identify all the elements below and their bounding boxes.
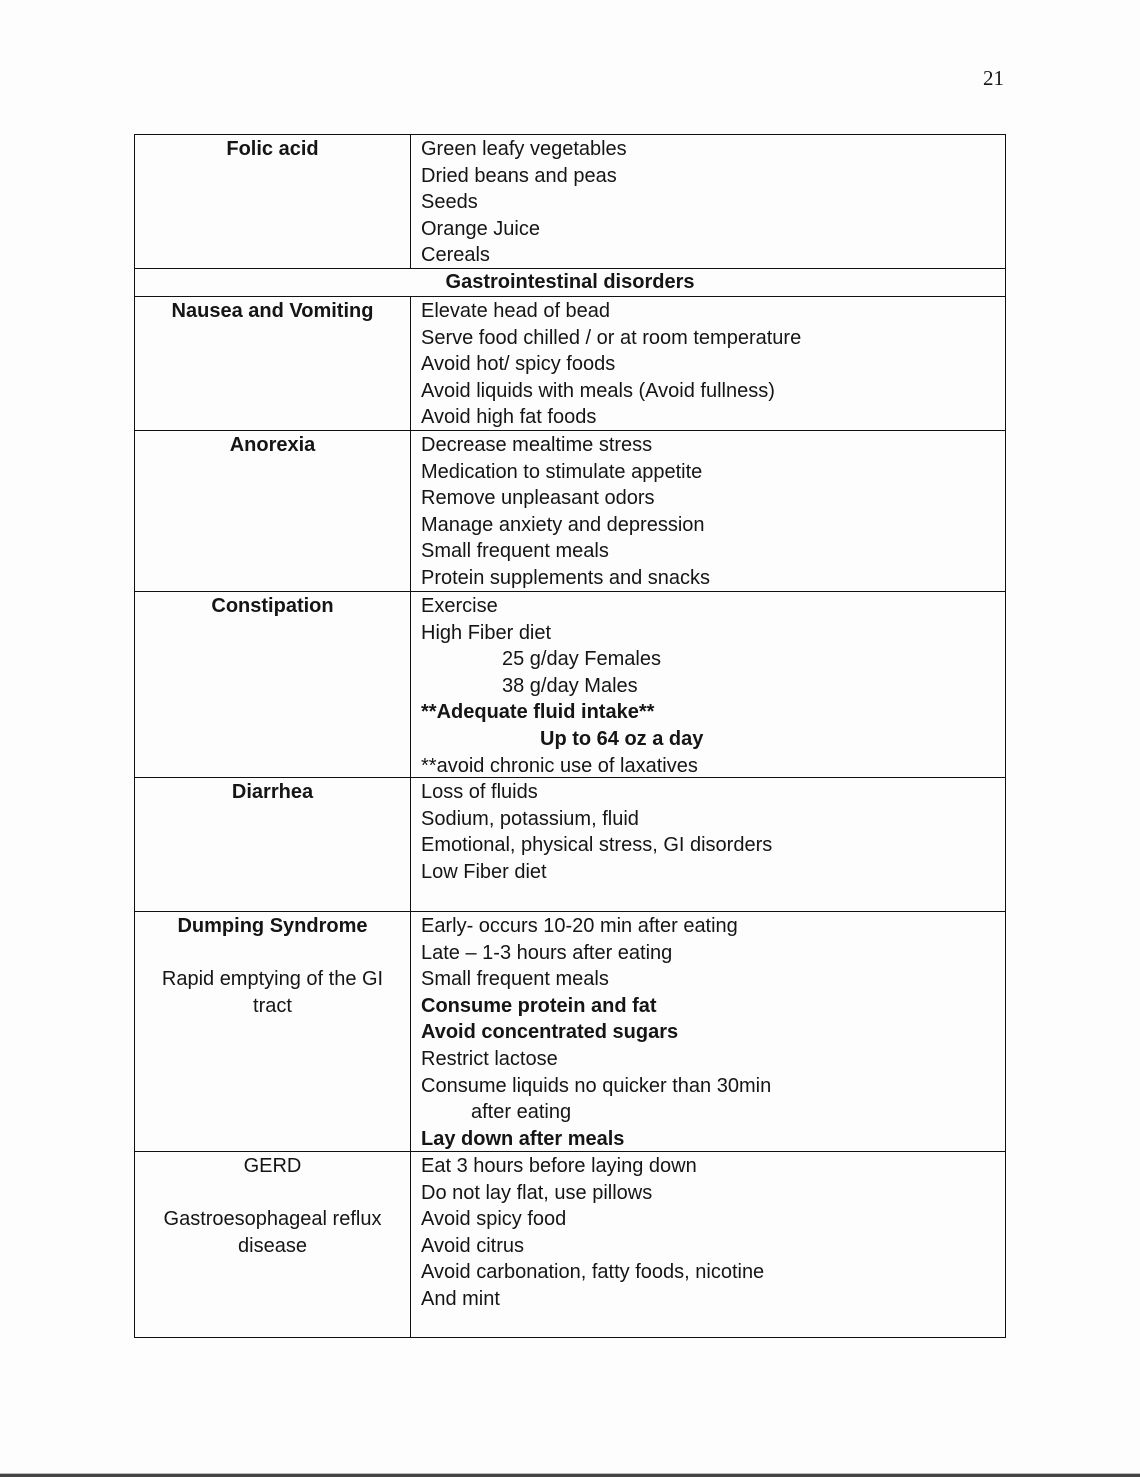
condition-cell [135,431,411,591]
list-item: Cereals [421,244,490,267]
list-item: Green leafy vegetables [421,138,627,160]
section-title: Gastrointestinal disorders [445,271,695,293]
list-item: Protein supplements and snacks [421,566,711,589]
recommendations-cell [411,592,1005,777]
list-item: Loss of fluids [421,781,538,803]
condition-name: Folic acid [226,138,319,160]
table-row-folic-acid [135,135,1005,269]
page-number: 21 [983,66,1004,90]
list-item: **Adequate fluid intake** [421,701,655,724]
list-item: Consume protein and fat [421,994,657,1017]
condition-note: Gastroesophageal reflux [163,1208,382,1231]
recommendations-cell [411,1152,1005,1337]
list-item: Remove unpleasant odors [421,487,655,510]
condition-name: Anorexia [229,434,316,456]
list-item: Serve food chilled / or at room temperature [421,326,802,349]
list-item: Avoid spicy food [421,1208,567,1231]
recommendations-cell [411,297,1005,430]
recommendations-cell [411,912,1005,1151]
condition-note [135,1180,410,1207]
list-item: Small frequent meals [421,540,609,563]
condition-name: Constipation [211,595,334,617]
list-item: Medication to stimulate appetite [421,460,703,483]
list-item: Avoid high fat foods [421,406,597,429]
table-row-diarrhea [135,778,1005,912]
list-item: And mint [421,1287,500,1310]
recommendations-cell [411,135,1005,268]
list-item: 38 g/day Males [502,674,638,697]
list-item: Manage anxiety and depression [421,513,705,536]
table-row-gerd [135,1152,1005,1338]
table-row-dumping-syndrome [135,912,1005,1152]
list-item: Low Fiber diet [421,860,547,883]
page-bottom-edge [0,1473,1140,1477]
condition-name: GERD [243,1155,302,1177]
recommendations-cell [411,778,1005,911]
list-item: Elevate head of bead [421,300,611,322]
condition-cell [135,297,411,430]
table-row-anorexia [135,431,1005,592]
list-item: Decrease mealtime stress [421,434,653,456]
list-item: Early- occurs 10-20 min after eating [421,915,738,937]
list-item: 25 g/day Females [502,648,661,671]
table-row-nausea-and-vomiting [135,297,1005,431]
section-header-row [135,269,1005,297]
condition-name: Dumping Syndrome [177,915,368,937]
recommendations-cell [411,431,1005,591]
condition-cell [135,778,411,911]
condition-name: Diarrhea [231,781,314,803]
list-item: Restrict lactose [421,1047,558,1070]
condition-cell [135,592,411,777]
list-item: Eat 3 hours before laying down [421,1155,697,1177]
list-item: Lay down after meals [421,1127,625,1150]
list-item: Late – 1-3 hours after eating [421,941,673,964]
condition-note: tract [253,994,292,1017]
condition-note: disease [238,1234,307,1257]
list-item: **avoid chronic use of laxatives [421,754,698,777]
list-item: Avoid liquids with meals (Avoid fullness) [421,379,775,402]
list-item: Exercise [421,595,498,617]
list-item: Up to 64 oz a day [540,727,704,750]
list-item: Dried beans and peas [421,164,617,187]
list-item: Avoid concentrated sugars [421,1021,679,1044]
list-item: Small frequent meals [421,968,609,991]
condition-cell [135,1152,411,1337]
condition-name: Nausea and Vomiting [171,300,374,322]
list-item: after eating [471,1101,572,1124]
list-item: Emotional, physical stress, GI disorders [421,834,773,857]
list-item: Consume liquids no quicker than 30min [421,1074,772,1097]
condition-note [135,940,410,967]
list-item: Avoid hot/ spicy foods [421,353,616,376]
list-item: Sodium, potassium, fluid [421,807,639,830]
condition-note: Rapid emptying of the GI [161,968,384,991]
list-item: Seeds [421,191,478,214]
list-item: Avoid citrus [421,1234,525,1257]
list-item: Orange Juice [421,217,540,240]
condition-cell [135,912,411,1151]
list-item: High Fiber diet [421,621,552,644]
table-row-constipation [135,592,1005,778]
condition-cell [135,135,411,268]
list-item: Avoid carbonation, fatty foods, nicotine [421,1261,765,1284]
nutrition-table [134,134,1006,1338]
list-item: Do not lay flat, use pillows [421,1181,653,1204]
